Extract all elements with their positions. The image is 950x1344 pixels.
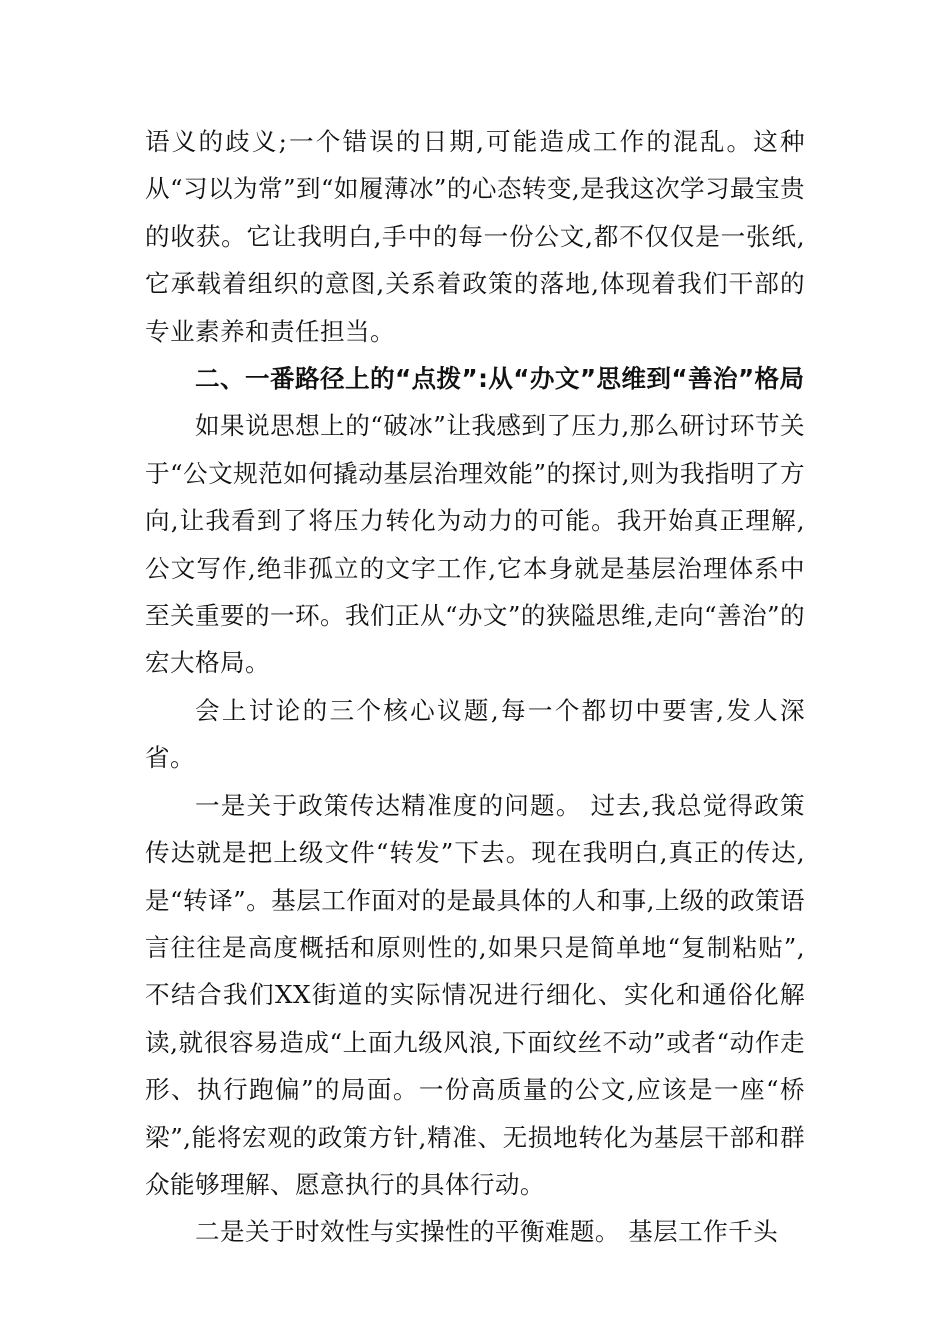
body-paragraph: 二是关于时效性与实操性的平衡难题。 基层工作千头: [195, 1217, 779, 1247]
body-paragraph: 如果说思想上的“破冰”让我感到了压力,那么研讨环节关于“公文规范如何撬动基层治理效能”的探讨,则为我指明了方向,让我看到了将压力转化为动力的可能。我开始真正理解,公文写作,绝非孤立的文字工作,它本身就是基层治理体系中至关重要的一环。我们正从“办文”的狭隘思维,走向“善治”的宏大格局。: [145, 411, 805, 678]
body-paragraph: 会上讨论的三个核心议题,每一个都切中要害,发人深省。: [145, 695, 805, 773]
section-heading: 二、一番路径上的“点拨”:从“办文”思维到“善治”格局: [195, 364, 805, 394]
document-body: [145, 118, 805, 1256]
body-paragraph: 一是关于政策传达精准度的问题。 过去,我总觉得政策传达就是把上级文件“转发”下去。现在我明白,真正的传达,是“转译”。基层工作面对的是最具体的人和事,上级的政策语言往往是高度概括和原则性的,如果只是简单地“复制粘贴”,不结合我们XX街道的实际情况进行细化、实化和通俗化解读,就很容易造成“上面九级风浪,下面纹丝不动”或者“动作走形、执行跑偏”的局面。一份高质量的公文,应该是一座“桥梁”,能将宏观的政策方针,精准、无损地转化为基层干部和群众能够理解、愿意执行的具体行动。: [145, 790, 805, 1199]
continuation-paragraph: 语义的歧义;一个错误的日期,可能造成工作的混乱。这种从“习以为常”到“如履薄冰”的心态转变,是我这次学习最宝贵的收获。它让我明白,手中的每一份公文,都不仅仅是一张纸,它承载着组织的意图,关系着政策的落地,体现着我们干部的专业素养和责任担当。: [145, 127, 805, 346]
